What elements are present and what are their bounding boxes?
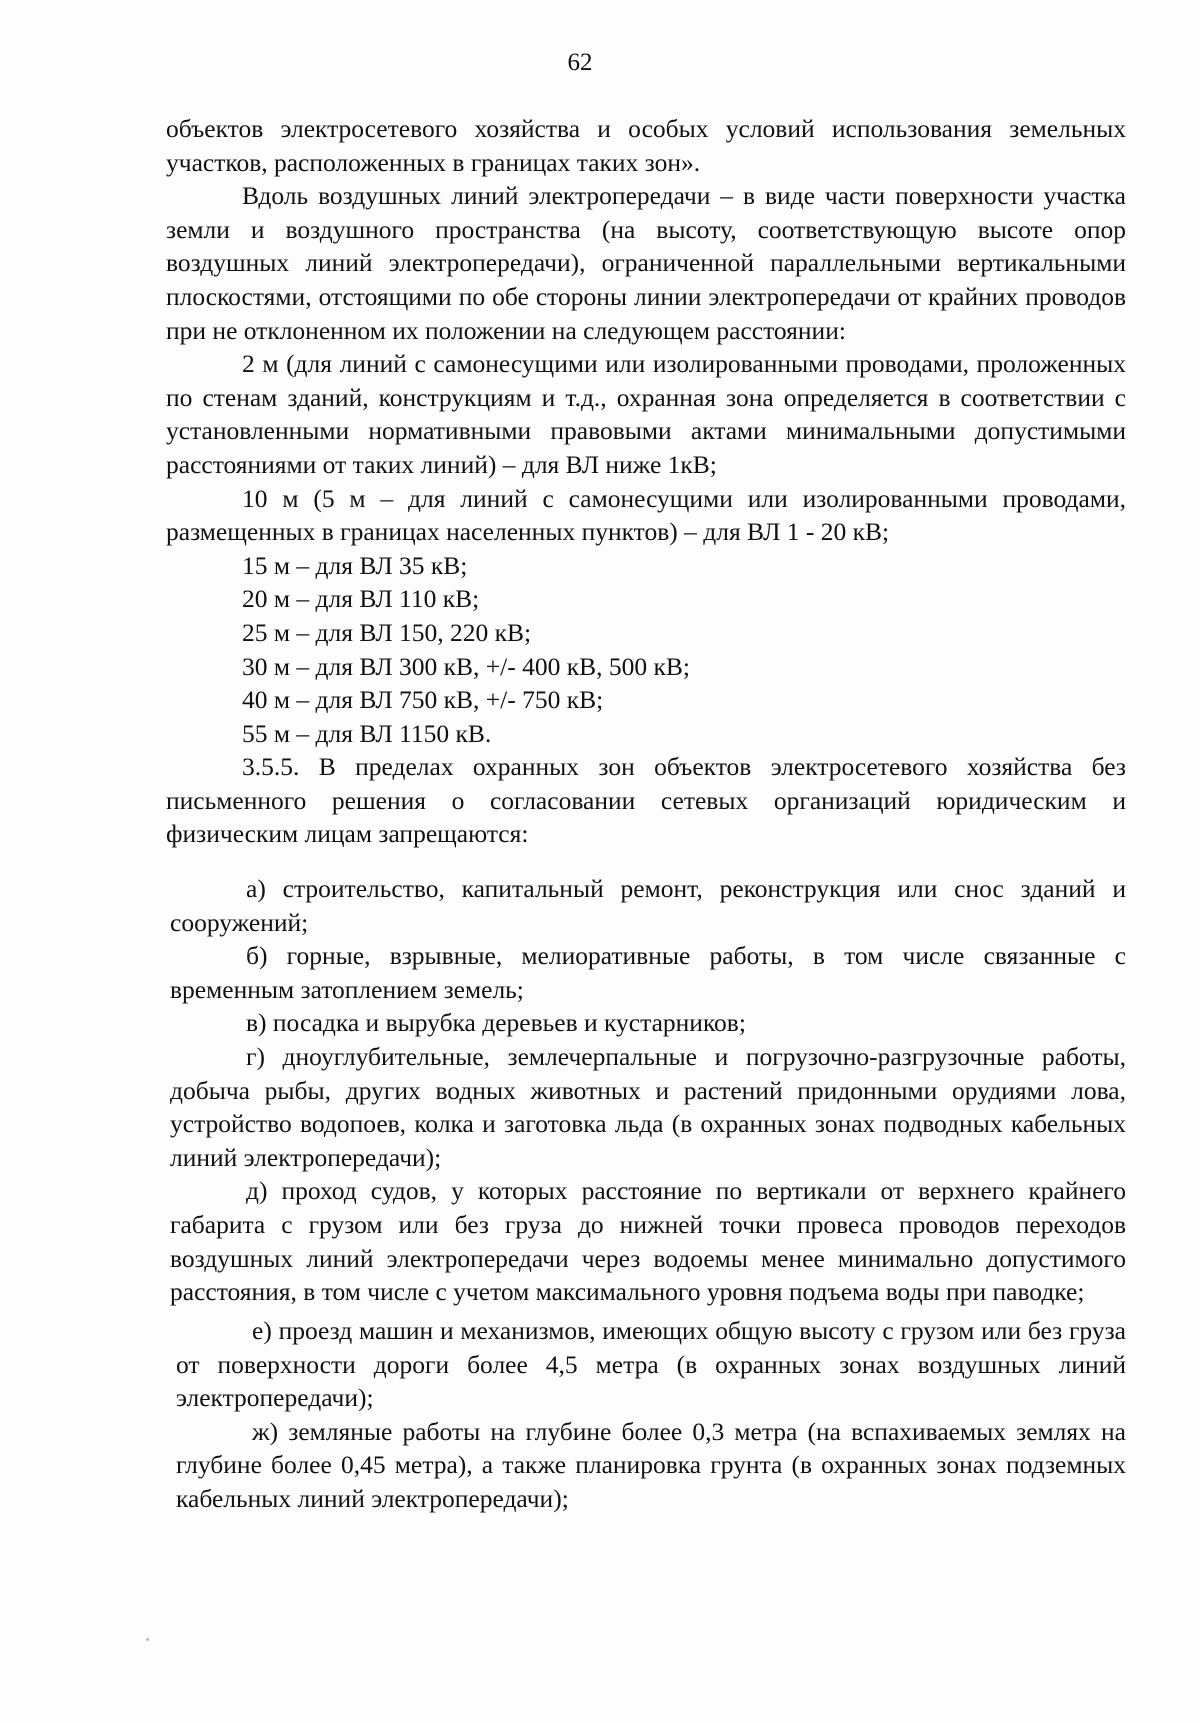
prohibited-item-zh: ж) земляные работы на глубине более 0,3 метра (на вспахиваемых землях на глубине более 0,45 метра), а также планировка грунта (в охранных зонах подземных кабельных линий электропередачи); [176, 1416, 1126, 1513]
paragraph-10m: 10 м (5 м – для линий с самонесущими или изолированными проводами, размещенных в границах населенных пунктов) – для ВЛ 1 - 20 кВ; [166, 483, 1126, 547]
text-block-items [170, 872, 1126, 1309]
section-3-5-5-intro: 3.5.5. В пределах охранных зон объектов электросетевого хозяйства без письменного решения о согласовании сетевых организаций юридическим и физическим лицам запрещаются: [166, 752, 1126, 849]
text-block-top [166, 112, 1126, 851]
distance-item: 20 м – для ВЛ 110 кВ; [242, 584, 480, 614]
scan-artifact-dot [146, 1638, 149, 1641]
paragraph-continuation: объектов электросетевого хозяйства и особых условий использования земельных участков, расположенных в границах таких зон». [166, 114, 1126, 177]
prohibited-item-v: в) посадка и вырубка деревьев и кустарников; [246, 1008, 746, 1038]
prohibited-item-b: б) горные, взрывные, мелиоративные работы, в том числе связанные с временным затоплением земель; [170, 941, 1126, 1004]
distance-item: 30 м – для ВЛ 300 кВ, +/- 400 кВ, 500 кВ; [242, 651, 691, 681]
distance-item: 40 м – для ВЛ 750 кВ, +/- 750 кВ; [242, 685, 604, 715]
prohibited-item-e: е) проезд машин и механизмов, имеющих общую высоту с грузом или без груза от поверхности дороги более 4,5 метра (в охранных зонах воздушных линий электропередачи); [176, 1316, 1126, 1413]
distance-item: 25 м – для ВЛ 150, 220 кВ; [242, 617, 532, 647]
text-block-tail [176, 1314, 1126, 1516]
paragraph-2m: 2 м (для линий с самонесущими или изолированными проводами, проложенных по стенам зданий, конструкциям и т.д., охранная зона определяется в соответствии с установленными нормативными правовыми актами минимальными допустимыми расстояниями от таких линий) – для ВЛ ниже 1кВ; [166, 349, 1126, 479]
prohibited-item-d: д) проход судов, у которых расстояние по вертикали от верхнего крайнего габарита с грузом или без груза до нижней точки провеса проводов переходов воздушных линий электропередачи через водоемы менее минимально допустимого расстояния, в том числе с учетом максимального уровня подъема воды при паводке; [170, 1176, 1126, 1307]
distance-item: 55 м – для ВЛ 1150 кВ. [242, 718, 492, 748]
prohibited-item-a: а) строительство, капитальный ремонт, реконструкция или снос зданий и сооружений; [170, 874, 1126, 937]
prohibited-item-g: г) дноуглубительные, землечерпальные и погрузочно-разгрузочные работы, добыча рыбы, других водных животных и растений придонными орудиями лова, устройство водопоев, колка и заготовка льда (в охранных зонах подводных кабельных линий электропередачи); [170, 1041, 1126, 1172]
page-number: 62 [567, 49, 593, 76]
distance-item: 15 м – для ВЛ 35 кВ; [242, 550, 468, 580]
paragraph-overhead-lines: Вдоль воздушных линий электропередачи – в виде части поверхности участка земли и воздушного пространства (на высоту, соответствующую высоте опор воздушных линий электропередачи), ограниченной параллельными вертикальными плоскостями, отстоящими по обе стороны линии электропередачи от крайних проводов при не отклоненном их положении на следующем расстоянии: [166, 181, 1126, 345]
